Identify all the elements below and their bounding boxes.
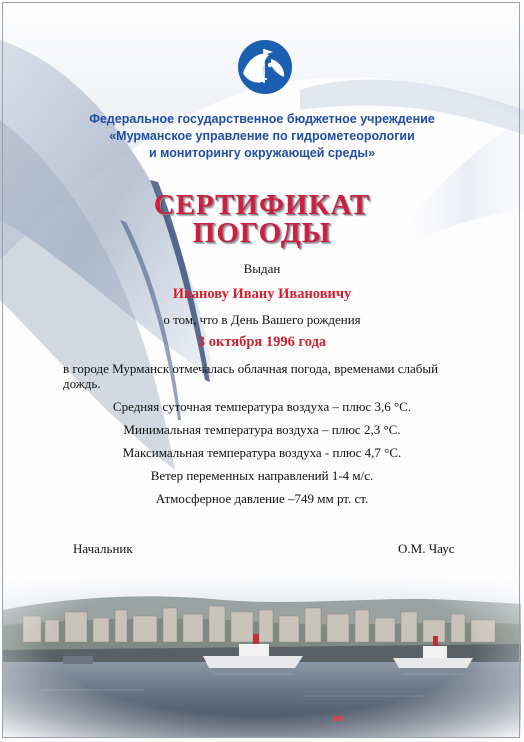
certificate-title-line-2: ПОГОДЫ: [192, 217, 332, 249]
signatory-name: О.М. Чаус: [398, 541, 455, 556]
organization-line-1: Федеральное государственное бюджетное учреждение: [89, 112, 435, 126]
weather-description-line-2: дождь.: [63, 376, 101, 391]
recipient-name: Иванову Ивану Ивановичу: [172, 286, 352, 302]
weather-description: [63, 361, 463, 391]
average-temperature: Средняя суточная температура воздуха – плюс 3,6 °С.: [112, 399, 412, 414]
signatory-position: Начальник: [73, 541, 133, 556]
birthday-date: 3 октября 1996 года: [197, 334, 327, 350]
birthday-text: о том, что в День Вашего рождения: [163, 312, 361, 327]
certificate-title-line-1: СЕРТИФИКАТ: [153, 189, 371, 221]
maximum-temperature: Максимальная температура воздуха - плюс 4,7 °С.: [122, 445, 402, 460]
weather-service-emblem-icon: [237, 39, 293, 95]
organization-line-3: и мониторингу окружающей среды»: [148, 146, 376, 160]
organization-line-2: «Мурманское управление по гидрометеорологии: [109, 129, 415, 143]
minimum-temperature: Минимальная температура воздуха – плюс 2,3 °С.: [123, 422, 401, 437]
pressure-info: Атмосферное давление –749 мм рт. ст.: [155, 491, 369, 506]
wind-info: Ветер переменных направлений 1-4 м/с.: [150, 468, 374, 483]
issued-label: Выдан: [243, 261, 281, 276]
weather-description-line-1: в городе Мурманск отмечалась облачная погода, временами слабый: [63, 361, 439, 376]
